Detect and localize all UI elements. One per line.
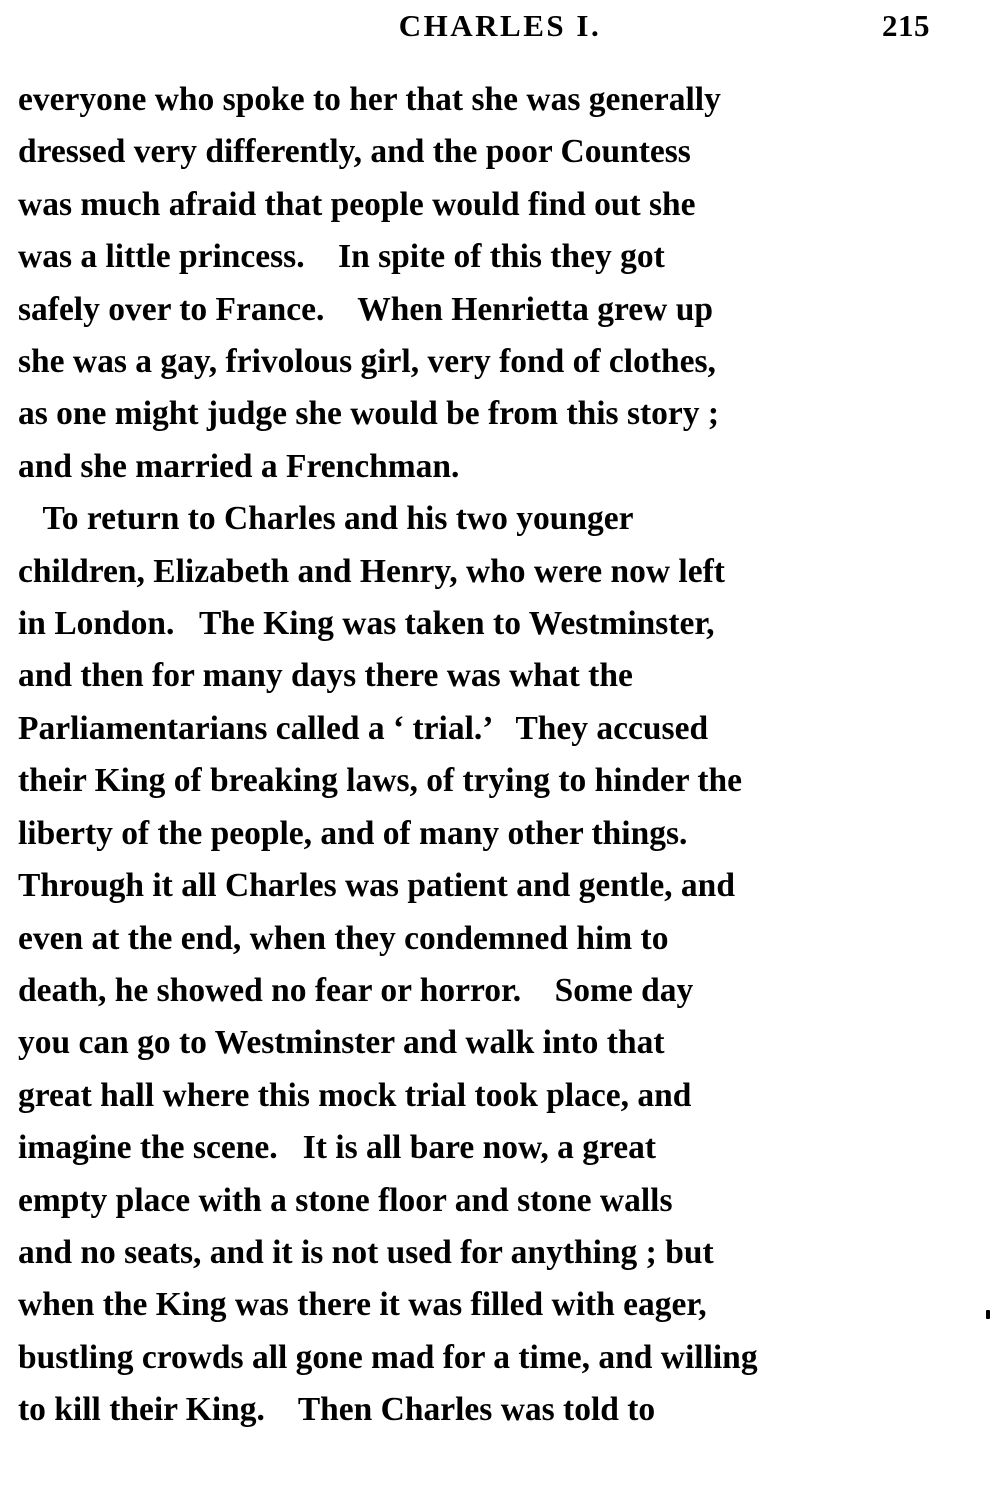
text-line: Parliamentarians called a ‘ trial.’ They accused bbox=[18, 709, 709, 747]
text-line: empty place with a stone floor and stone walls bbox=[18, 1181, 673, 1219]
text-line: bustling crowds all gone mad for a time, and willing bbox=[18, 1338, 758, 1376]
text-line: when the King was there it was filled with eager, bbox=[18, 1286, 707, 1324]
text-line: their King of breaking laws, of trying to hinder the bbox=[18, 762, 743, 800]
text-line: death, he showed no fear or horror. Some day bbox=[18, 971, 694, 1009]
text-line: everyone who spoke to her that she was generally bbox=[18, 81, 721, 118]
text-line: and no seats, and it is not used for anything ; but bbox=[18, 1233, 714, 1271]
paragraph-2 bbox=[18, 493, 933, 1436]
text-line: children, Elizabeth and Henry, who were now left bbox=[18, 552, 725, 590]
text-line: To return to Charles and his two younger bbox=[18, 500, 634, 538]
text-line: and she married a Frenchman. bbox=[18, 447, 460, 485]
page-body bbox=[18, 74, 933, 1437]
text-line: and then for many days there was what the bbox=[18, 657, 633, 695]
page-header-title: CHARLES I. bbox=[398, 8, 602, 43]
text-line: to kill their King. Then Charles was told to bbox=[18, 1391, 656, 1429]
text-line: even at the end, when they condemned him to bbox=[18, 919, 669, 957]
page-number: 215 bbox=[882, 8, 930, 43]
running-head bbox=[0, 8, 1000, 52]
text-line: great hall where this mock trial took place, and bbox=[18, 1076, 692, 1114]
text-line: she was a gay, frivolous girl, very fond of clothes, bbox=[18, 343, 716, 381]
margin-speck bbox=[986, 1310, 990, 1319]
text-line: was much afraid that people would find out she bbox=[18, 185, 696, 223]
text-line: in London. The King was taken to Westminster, bbox=[18, 605, 715, 643]
text-line: Through it all Charles was patient and gentle, and bbox=[18, 867, 735, 905]
text-line: you can go to Westminster and walk into that bbox=[18, 1024, 665, 1062]
paragraph-1 bbox=[18, 74, 933, 493]
text-line: was a little princess. In spite of this they got bbox=[18, 238, 665, 276]
text-line: imagine the scene. It is all bare now, a great bbox=[18, 1129, 657, 1167]
text-line: safely over to France. When Henrietta grew up bbox=[18, 290, 714, 328]
text-line: liberty of the people, and of many other things. bbox=[18, 814, 688, 852]
text-line: dressed very differently, and the poor Countess bbox=[18, 133, 691, 171]
text-line: as one might judge she would be from this story ; bbox=[18, 395, 720, 433]
